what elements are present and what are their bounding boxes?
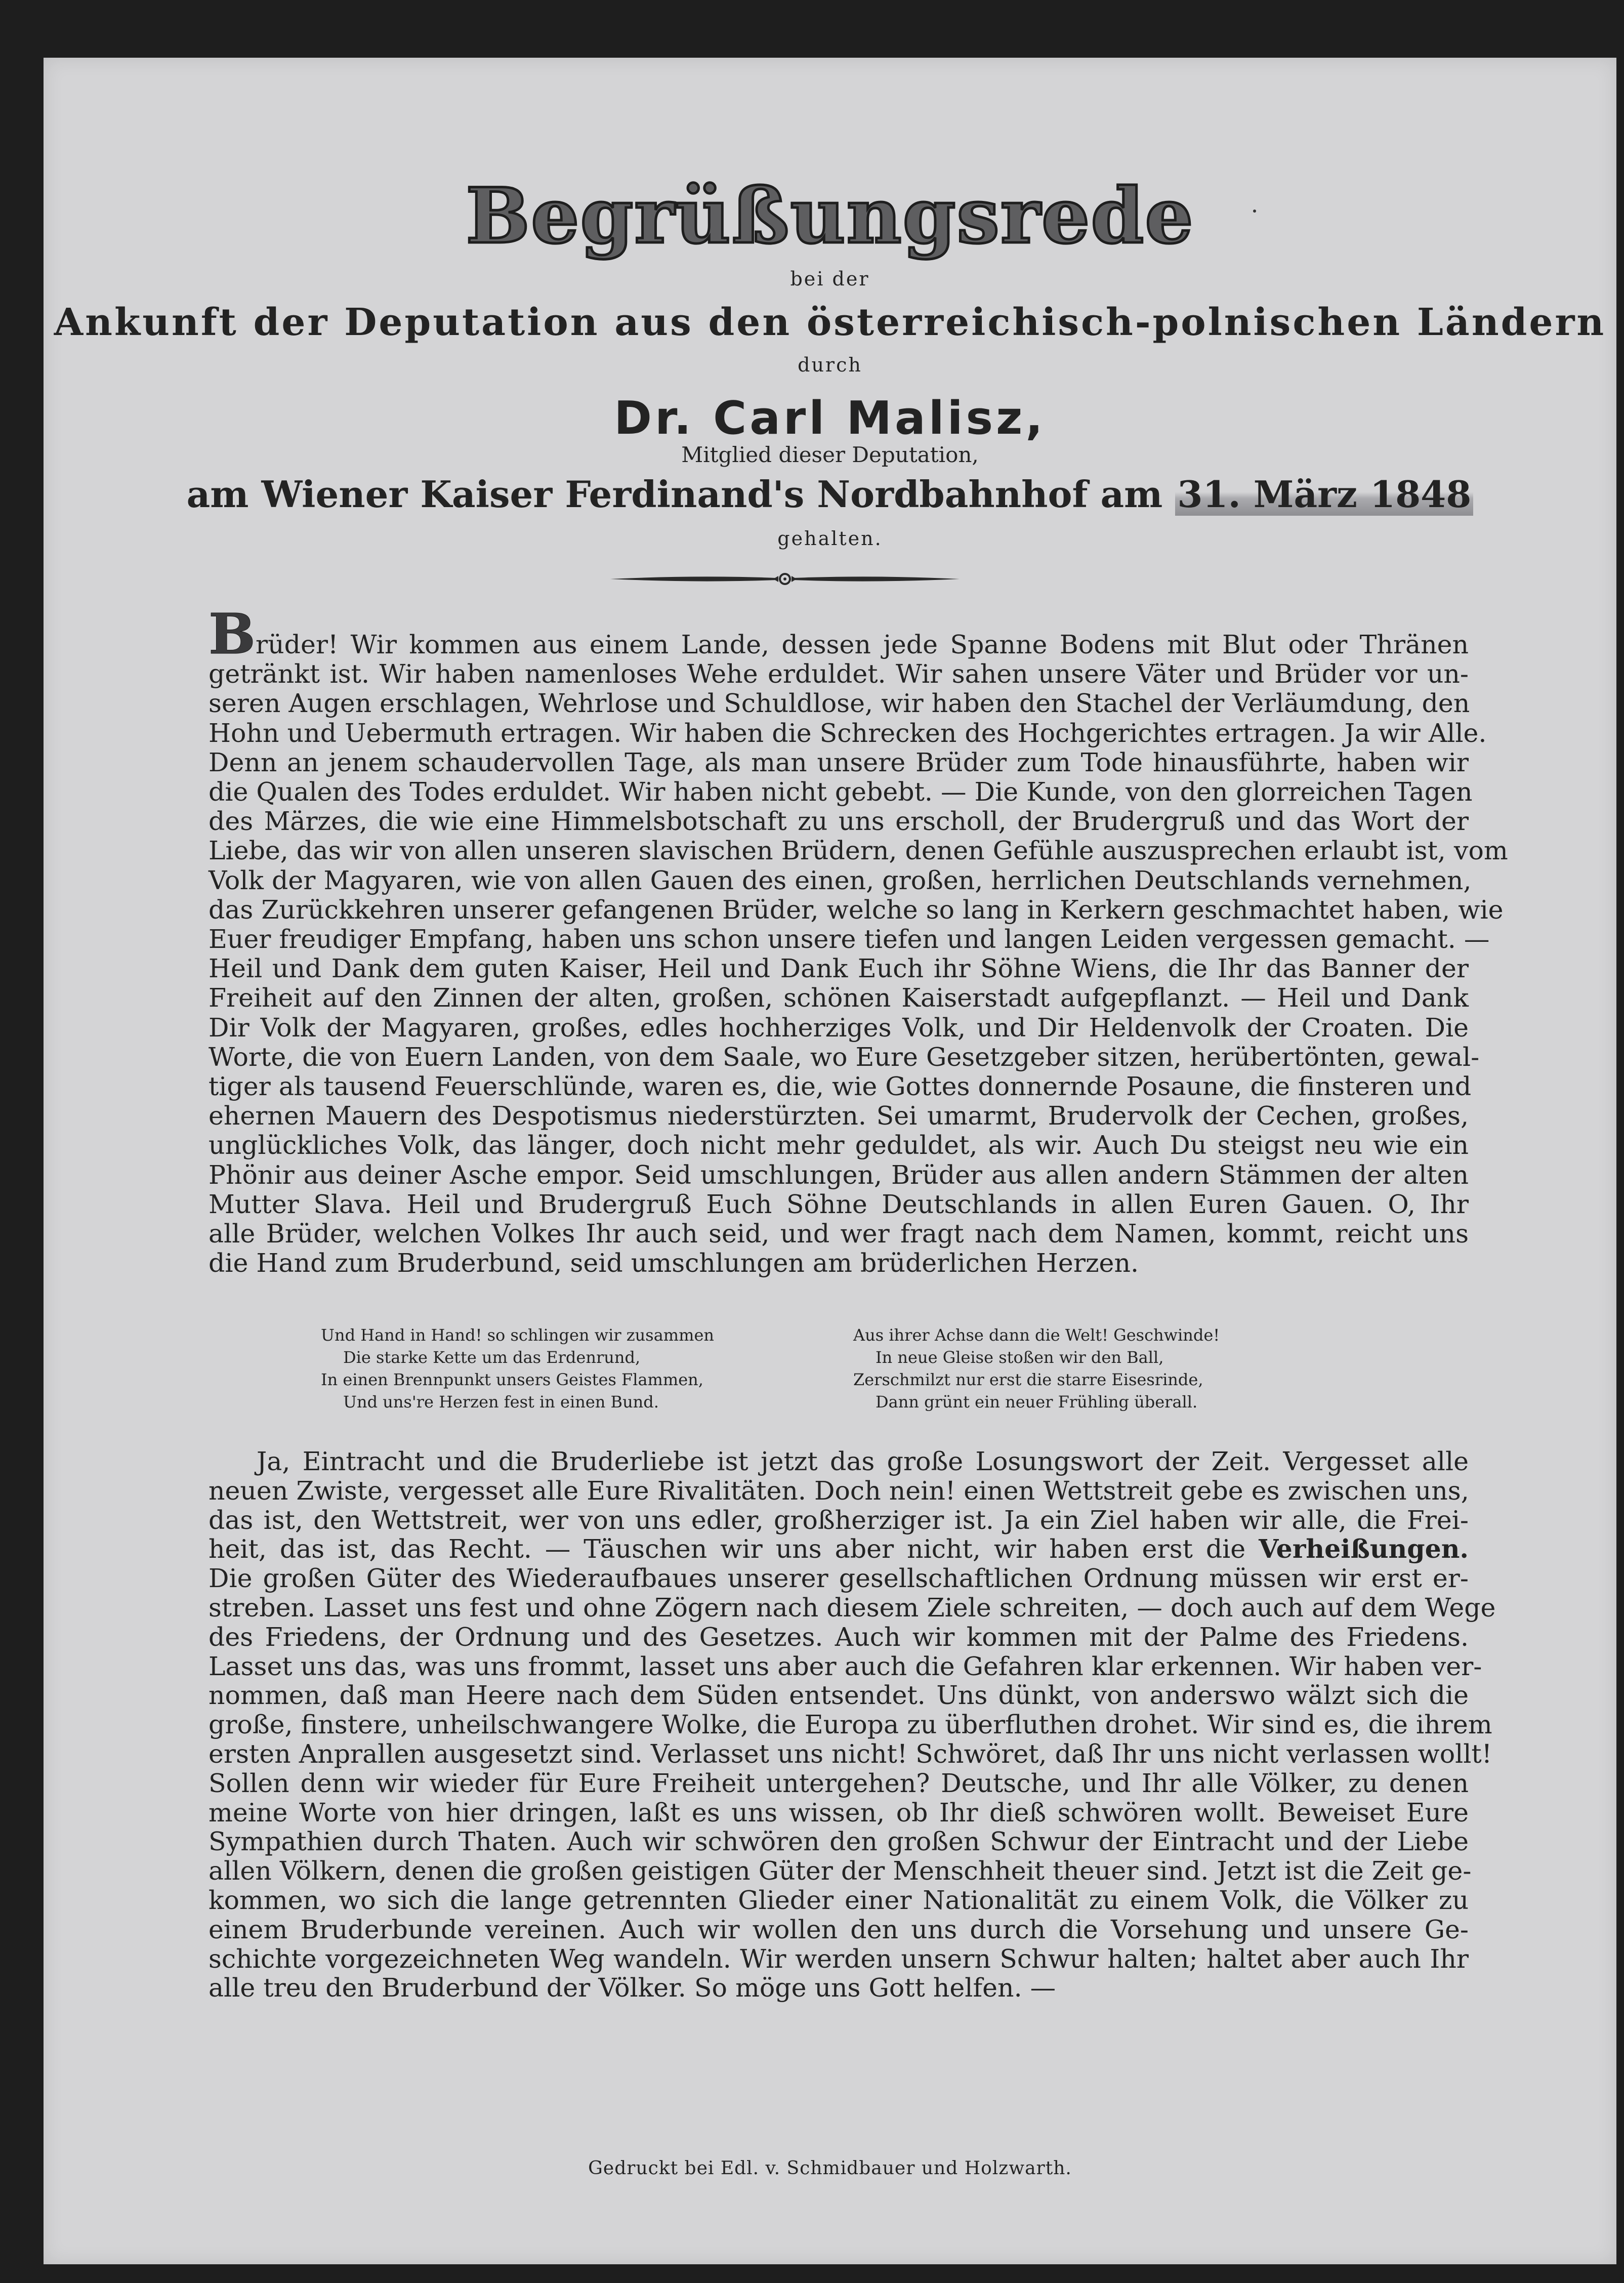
speech-line: große, finstere, unheilschwangere Wolke, die Europa zu überfluthen drohet. Wir sind es, die ihrem [209,1710,1492,1740]
speech-line: seren Augen erschlagen, Wehrlose und Schuldlose, wir haben den Stachel der Verläumdung, den [209,688,1470,719]
speech-line: allen Völkern, denen die großen geistigen Güter der Menschheit theuer sind. Jetzt ist die Zeit ge- [209,1856,1472,1886]
speech-line: das Zurückkehren unserer gefangenen Brüder, welche so lang in Kerkern geschmachtet haben, wie [209,894,1504,925]
emphasis-verheissungen: Verheißungen. [1259,1534,1469,1564]
poem-line: In einen Brennpunkt unsers Geistes Flammen, [321,1370,703,1389]
speech-line: Freiheit auf den Zinnen der alten, großen, schönen Kaiserstadt aufgepflanzt. — Heil und Dank [209,983,1469,1013]
speech-line: Die großen Güter des Wiederaufbaues unserer gesellschaftlichen Ordnung müssen wir erst er- [209,1563,1469,1594]
speech-paragraph-1 [209,601,1508,1278]
speech-line-text: rüder! Wir kommen aus einem Lande, dessen jede Spanne Bodens mit Blut oder Thränen [255,630,1469,659]
speech-line: Denn an jenem schaudervollen Tage, als man unsere Brüder zum Tode hinausführte, haben wir [209,747,1469,777]
speech-line: Liebe, das wir von allen unseren slavischen Brüdern, denen Gefühle auszusprechen erlaubt ist, vom [209,836,1508,866]
speech-line: Sollen denn wir wieder für Eure Freiheit untergehen? Deutsche, und Ihr alle Völker, zu denen [209,1768,1469,1798]
speech-line: das ist, den Wettstreit, wer von uns edler, großherziger ist. Ja ein Ziel haben wir alle, die Frei- [209,1505,1469,1535]
speech-line: Worte, die von Euern Landen, von dem Saale, wo Eure Gesetzgeber sitzen, herübertönten, gewal- [209,1042,1480,1072]
speech-line: getränkt ist. Wir haben namenloses Wehe erduldet. Wir sahen unsere Väter und Brüder vor un- [209,659,1469,689]
speech-line: Hohn und Uebermuth ertragen. Wir haben die Schrecken des Hochgerichtes ertragen. Ja wir Alle. [209,718,1487,748]
place-and-date [44,473,1616,516]
speech-line: Sympathien durch Thaten. Auch wir schwören den großen Schwur der Eintracht und der Liebe [209,1827,1469,1857]
speech-line: die Qualen des Todes erduldet. Wir haben nicht gebebt. — Die Kunde, von den glorreichen Tagen [209,777,1473,807]
speech-line: ehernen Mauern des Despotismus niederstürzten. Sei umarmt, Brudervolk der Cechen, großes, [209,1101,1469,1131]
date-text: 31. März 1848 [1175,473,1473,516]
speech-line: alle treu den Bruderbund der Völker. So möge uns Gott helfen. — [209,1973,1056,2003]
poem-left-stanza [321,1324,714,1413]
speech-line: des Friedens, der Ordnung und des Gesetzes. Auch wir kommen mit der Palme des Friedens. [209,1622,1469,1652]
drop-cap: B [209,601,256,667]
author-name: Dr. Carl Malisz, [614,392,1046,445]
poem-line: Dann grünt ein neuer Frühling überall. [876,1392,1198,1412]
speech-line: meine Worte von hier dringen, laßt es uns wissen, ob Ihr dieß schwören wollt. Beweiset Eure [209,1797,1469,1828]
speech-line: ersten Anprallen ausgesetzt sind. Verlasset uns nicht! Schwöret, daß Ihr uns nicht verlassen wollt! [209,1738,1492,1769]
speech-line: Ja, Eintracht und die Bruderliebe ist jetzt das große Losungswort der Zeit. Vergesset alle [257,1446,1469,1476]
speech-line: unglückliches Volk, das länger, doch nicht mehr geduldet, als wir. Auch Du steigst neu wie ein [209,1130,1469,1160]
speech-line: tiger als tausend Feuerschlünde, waren es, die, wie Gottes donnernde Posaune, die finsteren und [209,1071,1472,1102]
speech-line: Volk der Magyaren, wie von allen Gauen des einen, großen, herrlichen Deutschlands vernehmen, [209,865,1472,895]
speech-line: alle Brüder, welchen Volkes Ihr auch seid, und wer fragt nach dem Namen, kommt, reicht uns [209,1219,1469,1249]
speech-paragraph-2 [209,1446,1496,2003]
subtitle-durch: durch [798,354,862,376]
subtitle-gehalten: gehalten. [777,527,883,550]
poem-line: Und Hand in Hand! so schlingen wir zusammen [321,1325,714,1345]
place-text: am Wiener Kaiser Ferdinand's Nordbahnhof am [186,473,1176,516]
printer-imprint: Gedruckt bei Edl. v. Schmidbauer und Holzwarth. [588,2158,1072,2179]
speech-line [209,601,1469,667]
broadside-sheet [44,58,1616,2264]
speech-line: Heil und Dank dem guten Kaiser, Heil und Dank Euch ihr Söhne Wiens, die Ihr das Banner der [209,953,1469,984]
speech-line: Dir Volk der Magyaren, großes, edles hochherziges Volk, und Dir Heldenvolk der Croaten. Die [209,1012,1469,1043]
speech-line-text: heit, das ist, das Recht. — Täuschen wir uns aber nicht, wir haben erst die [209,1534,1259,1564]
speech-line: schichte vorgezeichneten Weg wandeln. Wir werden unsern Schwur halten; haltet aber auch Ihr [209,1943,1469,1974]
speech-line: die Hand zum Bruderbund, seid umschlungen am brüderlichen Herzen. [209,1248,1139,1278]
ornament-divider-icon [610,569,960,589]
occasion-heading: Ankunft der Deputation aus den österreichisch-polnischen Ländern [54,301,1606,344]
speech-line: nommen, daß man Heere nach dem Süden entsendet. Uns dünkt, von anderswo wälzt sich die [209,1680,1469,1711]
poem-line: In neue Gleise stoßen wir den Ball, [876,1348,1164,1367]
speech-line: streben. Lasset uns fest und ohne Zögern nach diesem Ziele schreiten, — doch auch auf dem Wege [209,1592,1496,1623]
speech-line [209,1534,1469,1564]
speech-line: des Märzes, die wie eine Himmelsbotschaft zu uns erscholl, der Brudergruß und das Wort der [209,806,1469,837]
speech-line: einem Bruderbunde vereinen. Auch wir wollen den uns durch die Vorsehung und unsere Ge- [209,1914,1469,1944]
poem-line: Aus ihrer Achse dann die Welt! Geschwinde! [853,1325,1220,1345]
speech-line: Mutter Slava. Heil und Brudergruß Euch Söhne Deutschlands in allen Euren Gauen. O, Ihr [209,1189,1469,1219]
poem-right-stanza [853,1324,1220,1413]
speech-line: kommen, wo sich die lange getrennten Glieder einer Nationalität zu einem Volk, die Völker zu [209,1885,1469,1915]
page-title: Begrüßungsrede [466,172,1194,261]
speech-line: neuen Zwiste, vergesset alle Eure Rivalitäten. Doch nein! einen Wettstreit gebe es zwischen uns, [209,1475,1469,1506]
subtitle-bei-der: bei der [790,268,870,290]
speech-line: Lasset uns das, was uns frommt, lasset uns aber auch die Gefahren klar erkennen. Wir haben ver- [209,1651,1482,1681]
author-role: Mitglied dieser Deputation, [681,442,979,467]
poem-line: Und uns're Herzen fest in einen Bund. [343,1392,659,1412]
poem-line: Zerschmilzt nur erst die starre Eisesrinde, [853,1370,1203,1389]
speech-line: Phönir aus deiner Asche empor. Seid umschlungen, Brüder aus allen andern Stämmen der alten [209,1159,1469,1190]
poem-line: Die starke Kette um das Erdenrund, [343,1348,641,1367]
speech-line: Euer freudiger Empfang, haben uns schon unsere tiefen und langen Leiden vergessen gemacht. — [209,924,1490,954]
